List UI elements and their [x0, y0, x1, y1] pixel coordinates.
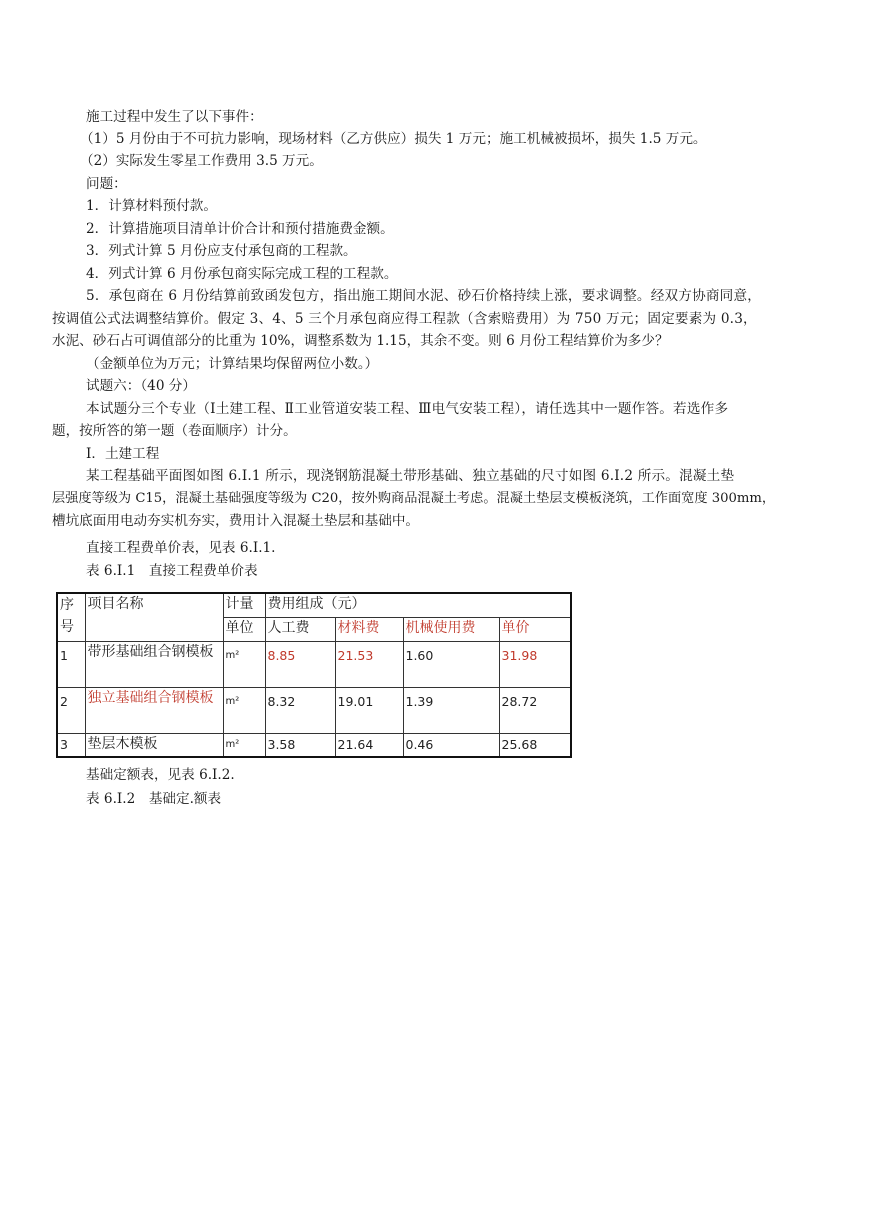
table-header-row-1 [57, 593, 571, 617]
row-1-labor: 8.85 [265, 641, 335, 687]
row-1-seq: 1 [57, 641, 85, 687]
row-1-machine: 1.60 [403, 641, 499, 687]
civil-desc-line-3: 槽坑底面用电动夯实机夯实，费用计入混凝土垫层和基础中。 [52, 513, 420, 529]
paragraph-event-2: （2）实际发生零星工作费用 3.5 万元。 [80, 153, 323, 169]
header-item-name: 项目名称 [85, 593, 223, 641]
row-3-material: 21.64 [335, 733, 403, 757]
row-3-labor: 3.58 [265, 733, 335, 757]
row-2-seq: 2 [57, 687, 85, 733]
question-5-line-3: 水泥、砂石占可调值部分的比重为 10%，调整系数为 1.15，其余不变。则 6 月份工程结算价为多少？ [52, 333, 669, 349]
question-5-line-2: 按调值公式法调整结算价。假定 3、4、5 三个月承包商应得工程款（含索赔费用）为 750 万元；固定要素为 0.3， [52, 311, 757, 327]
question-5-line-1: 5．承包商在 6 月份结算前致函发包方，指出施工期间水泥、砂石价格持续上涨，要求调整。经双方协商同意， [86, 288, 762, 304]
header-machine: 机械使用费 [403, 617, 499, 641]
header-seq: 序号 [57, 593, 85, 641]
table-row [57, 733, 571, 757]
problem-six-intro-line-1: 本试题分三个专业（Ⅰ土建工程、Ⅱ工业管道安装工程、Ⅲ电气安装工程），请任选其中一题作答。若选作多 [86, 401, 729, 417]
question-2: 2．计算措施项目清单计价合计和预付措施费金额。 [86, 221, 394, 237]
table-1-caption: 表 6.Ⅰ.1 直接工程费单价表 [86, 563, 258, 579]
table-reference-text: 直接工程费单价表，见表 6.Ⅰ.1. [86, 540, 276, 556]
row-3-unit: m² [223, 733, 265, 757]
paragraph-event-1: （1）5 月份由于不可抗力影响，现场材料（乙方供应）损失 1 万元；施工机械被损坏，损失 1.5 万元。 [80, 131, 707, 147]
header-material: 材料费 [335, 617, 403, 641]
paragraph-events-intro: 施工过程中发生了以下事件： [86, 109, 263, 125]
problem-six-heading: 试题六：（40 分） [86, 378, 196, 394]
civil-desc-line-2: 层强度等级为 C15，混凝土基础强度等级为 C20，按外购商品混凝土考虑。混凝土垫层支模板浇筑，工作面宽度 300mm， [52, 491, 776, 506]
header-unit-top: 计量 [223, 593, 265, 617]
questions-heading: 问题： [86, 176, 127, 192]
row-1-name: 带形基础组合钢模板 [85, 641, 223, 687]
direct-cost-unit-price-table [56, 592, 572, 758]
row-2-labor: 8.32 [265, 687, 335, 733]
row-1-price: 31.98 [499, 641, 571, 687]
row-3-name: 垫层木模板 [85, 733, 223, 757]
row-1-material: 21.53 [335, 641, 403, 687]
header-labor: 人工费 [265, 617, 335, 641]
row-3-machine: 0.46 [403, 733, 499, 757]
row-3-seq: 3 [57, 733, 85, 757]
table-row [57, 641, 571, 687]
row-3-price: 25.68 [499, 733, 571, 757]
question-1: 1．计算材料预付款。 [86, 198, 217, 214]
header-cost-composition: 费用组成（元） [265, 593, 571, 617]
row-2-unit: m² [223, 687, 265, 733]
table-2-reference-text: 基础定额表，见表 6.Ⅰ.2. [86, 767, 235, 783]
problem-six-intro-line-2: 题，按所答的第一题（卷面顺序）计分。 [52, 423, 297, 439]
row-2-machine: 1.39 [403, 687, 499, 733]
row-2-material: 19.01 [335, 687, 403, 733]
section-civil-heading: Ⅰ．土建工程 [86, 446, 160, 462]
civil-desc-line-1: 某工程基础平面图如图 6.Ⅰ.1 所示，现浇钢筋混凝土带形基础、独立基础的尺寸如图 6.Ⅰ.2 所示。混凝土垫 [86, 468, 735, 484]
row-2-name: 独立基础组合钢模板 [85, 687, 223, 733]
question-3: 3．列式计算 5 月份应支付承包商的工程款。 [86, 243, 357, 259]
table-row [57, 687, 571, 733]
header-price: 单价 [499, 617, 571, 641]
header-unit-bottom: 单位 [223, 617, 265, 641]
question-4: 4．列式计算 6 月份承包商实际完成工程的工程款。 [86, 266, 398, 282]
table-2-caption: 表 6.Ⅰ.2 基础定.额表 [86, 791, 222, 807]
row-2-price: 28.72 [499, 687, 571, 733]
row-1-unit: m² [223, 641, 265, 687]
amount-unit-note: （金额单位为万元；计算结果均保留两位小数。） [86, 356, 379, 372]
